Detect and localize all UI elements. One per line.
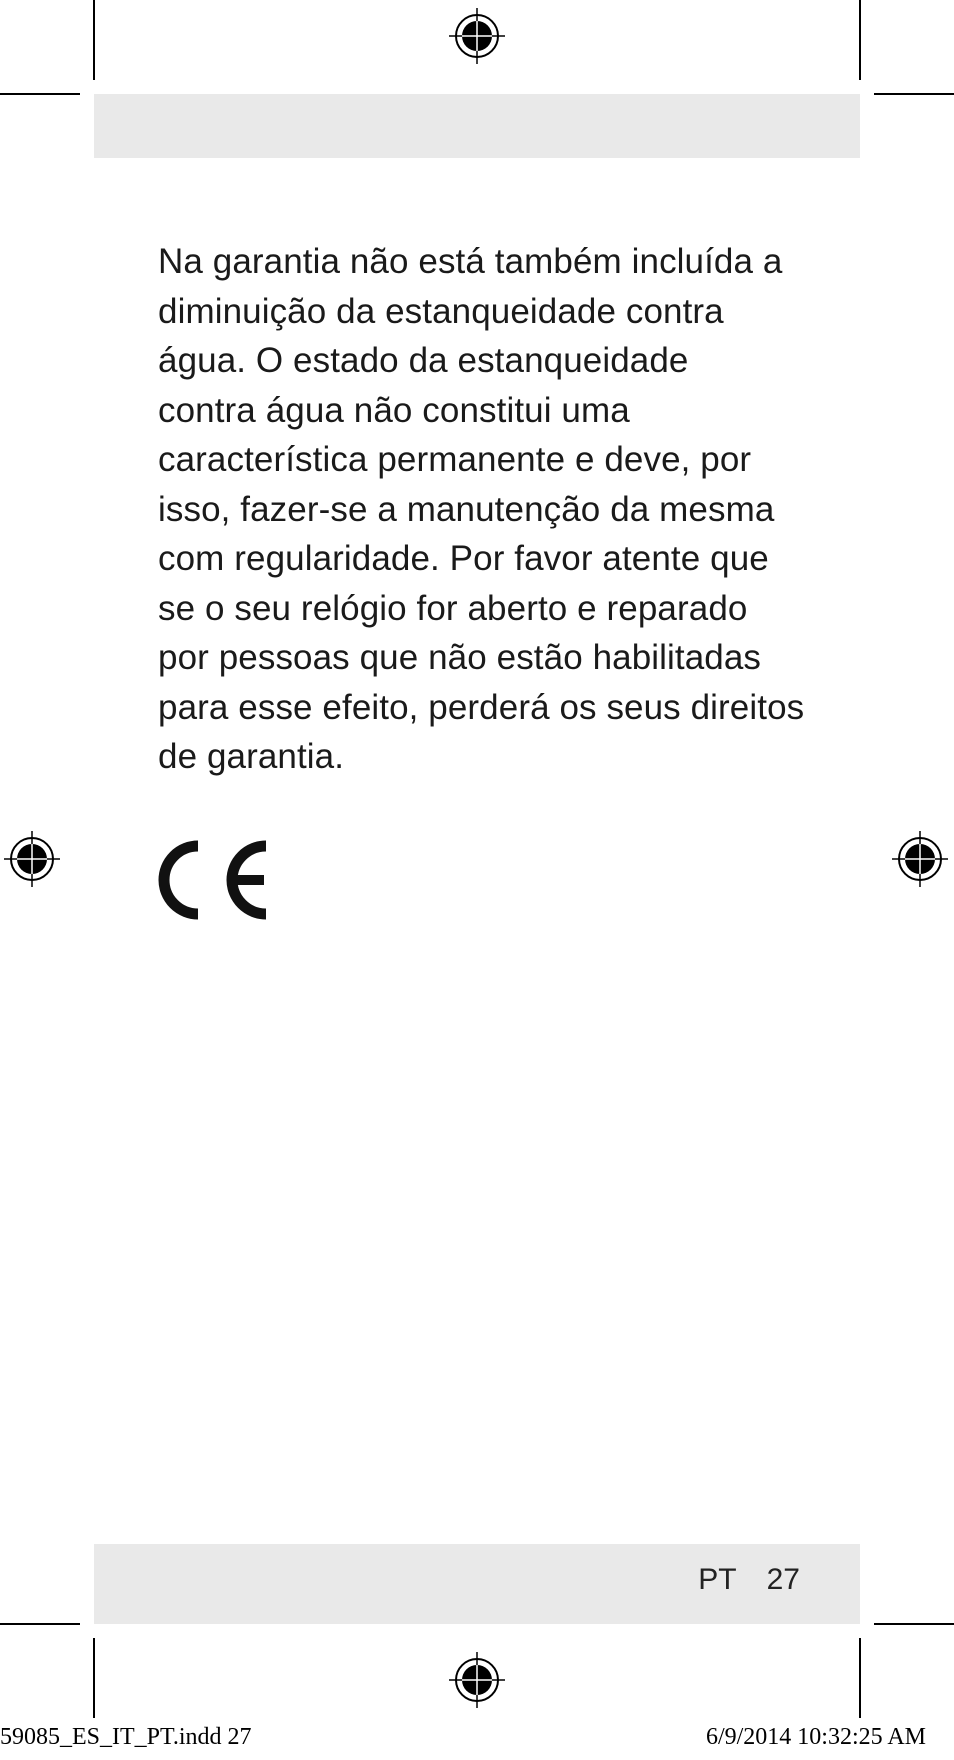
page-number: 27 — [766, 1563, 800, 1596]
print-slug-timestamp: 6/9/2014 10:32:25 AM — [705, 1724, 926, 1750]
crop-mark-top-right-vertical — [859, 0, 861, 80]
warranty-paragraph — [158, 237, 818, 782]
crop-mark-bottom-left-horizontal — [0, 1623, 80, 1625]
crop-mark-top-left-vertical — [93, 0, 95, 80]
paragraph-line: se o seu relógio for aberto e reparado — [158, 588, 748, 628]
paragraph-line: para esse efeito, perderá os seus direitos — [158, 687, 805, 727]
paragraph-line: de garantia. — [158, 737, 345, 776]
paragraph-line: água. O estado da estanqueidade — [158, 341, 689, 380]
crop-mark-bottom-right-horizontal — [874, 1623, 954, 1625]
crop-mark-top-right-horizontal — [874, 93, 954, 95]
registration-mark-icon — [449, 1652, 505, 1708]
paragraph-line: contra água não constitui uma — [158, 390, 630, 430]
paragraph-line: isso, fazer-se a manutenção da mesma — [158, 489, 775, 529]
header-band — [94, 94, 860, 158]
paragraph-line: Na garantia não está também incluída a — [158, 242, 783, 281]
ce-mark-icon — [156, 838, 272, 922]
crop-mark-top-left-horizontal — [0, 93, 80, 95]
registration-mark-icon — [4, 831, 60, 887]
paragraph-line: com regularidade. Por favor atente que — [158, 539, 769, 578]
crop-mark-bottom-left-vertical — [93, 1638, 95, 1718]
crop-mark-bottom-right-vertical — [859, 1638, 861, 1718]
language-code: PT — [698, 1563, 737, 1596]
page-footer — [680, 1560, 800, 1600]
paragraph-line: característica permanente e deve, por — [158, 440, 752, 479]
registration-mark-icon — [892, 831, 948, 887]
print-slug-file: 59085_ES_IT_PT.indd 27 — [0, 1724, 252, 1750]
paragraph-line: diminuição da estanqueidade contra — [158, 291, 724, 331]
registration-mark-icon — [449, 8, 505, 64]
paragraph-line: por pessoas que não estão habilitadas — [158, 638, 762, 677]
